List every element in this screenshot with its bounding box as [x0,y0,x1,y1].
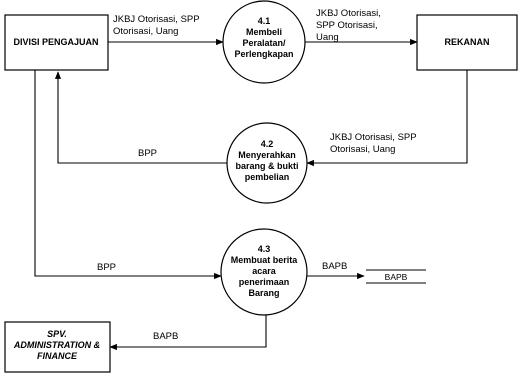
flow-label-divisi-to-p43: BPP [97,262,117,273]
process-4-1-number: 4.1 [257,16,271,26]
process-4-2-number: 4.2 [260,139,274,149]
process-4-2 [227,123,307,203]
data-store-label: BAPB [384,272,408,282]
flow-label-p43-to-spv: BAPB [153,331,179,342]
flow-label-p41-to-rekanan-line-3: Uang [316,32,339,43]
entity-spv-line-1: SPV. [47,329,67,339]
flow-label-rekanan-to-p42-line-2: Otorisasi, Uang [330,144,396,155]
flow-label-divisi-to-p41-line-2: Otorisasi, Uang [113,26,179,37]
flow-label-divisi-to-p41-line-1: JKBJ Otorisasi, SPP [113,14,200,25]
process-4-2-line-2: barang & bukti [235,161,299,171]
flow-divisi-to-p43 [35,70,221,276]
process-4-2-line-1: Menyerahkan [238,150,296,160]
flow-p43-to-spv [110,313,266,347]
entity-rekanan-label: REKANAN [444,37,490,47]
entity-divisi-pengajuan [5,15,108,70]
flow-label-p41-to-rekanan-line-2: SPP Otorisasi, [316,20,378,31]
flow-label-rekanan-to-p42-line-1: JKBJ Otorisasi, SPP [330,132,417,143]
flow-label-p42-to-divisi: BPP [138,148,158,159]
entity-spv-admin-finance [5,322,110,372]
process-4-3-line-3: penerimaan [238,277,290,287]
entity-divisi-pengajuan-label: DIVISI PENGAJUAN [13,37,99,47]
flow-label-p41-to-rekanan-line-1: JKBJ Otorisasi, [316,8,381,19]
process-4-1-line-2: Peralatan/ [242,38,286,48]
process-4-3-line-2: acara [252,266,276,276]
process-4-3 [221,229,307,315]
flow-label-p43-to-store: BAPB [322,261,348,272]
entity-spv-line-3: FINANCE [37,351,77,361]
process-4-1-line-1: Membeli [245,27,283,37]
process-4-2-line-3: pembelian [244,172,290,182]
entity-rekanan [417,15,517,70]
process-4-3-line-1: Membuat berita [230,255,298,265]
data-store-bapb [366,270,426,283]
entity-spv-line-2: ADMINISTRATION & [13,340,101,350]
process-4-3-number: 4.3 [257,244,271,254]
process-4-3-line-4: Barang [248,288,280,298]
process-4-1-line-3: Perlengkapan [234,49,294,59]
process-4-1 [223,1,305,83]
